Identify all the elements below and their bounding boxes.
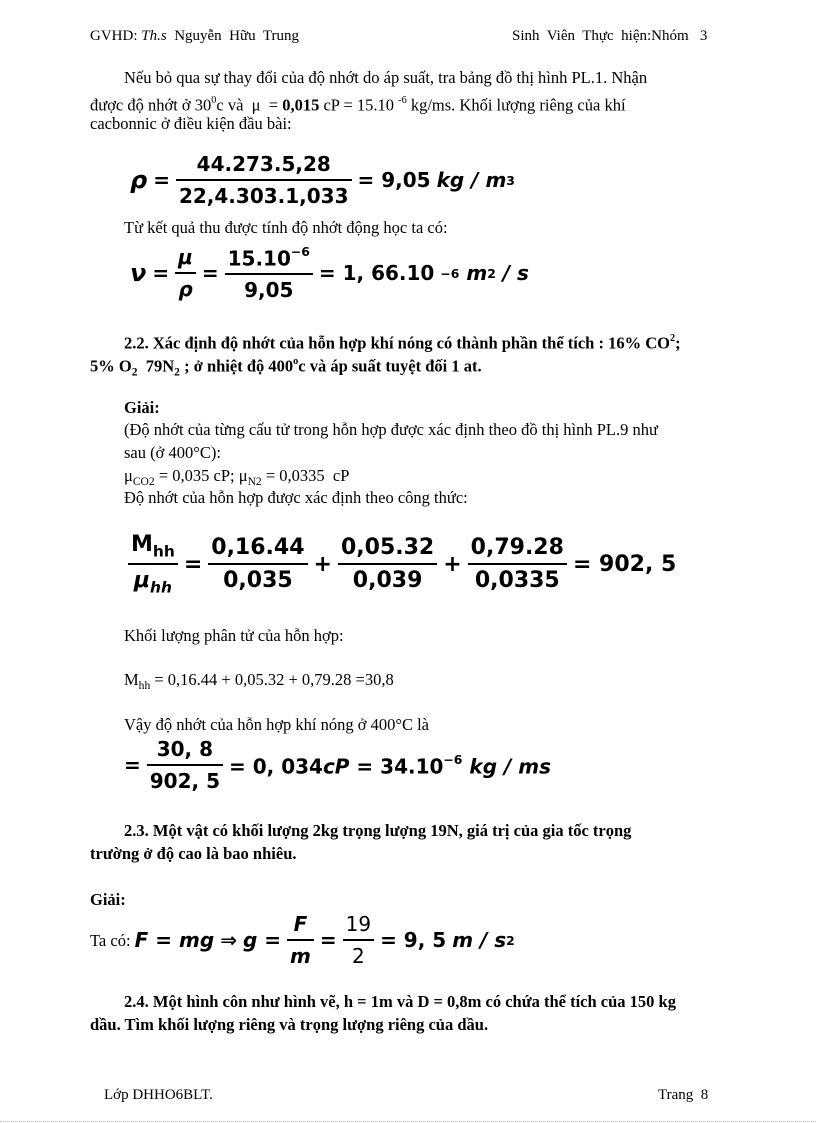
equation-density — [130, 152, 515, 208]
header-right: Sinh Viên Thực hiện:Nhóm 3 — [512, 28, 708, 44]
sol1-label: Giải: — [124, 398, 160, 417]
sol2-formula — [135, 912, 515, 968]
sol1-line2: sau (ở 400°C): — [124, 443, 221, 462]
eq3-term-2 — [338, 535, 437, 593]
eq2-f2-num — [225, 244, 313, 275]
eq2-unit: m — [466, 261, 488, 286]
eq3-lhs-den — [128, 565, 178, 596]
eq2-result: = 1, 66.10 — [318, 261, 435, 286]
eq2-unit-exp: 2 — [487, 265, 496, 281]
p4: Vậy độ nhớt của hỗn hợp khí nóng ở 400°C là — [124, 715, 429, 734]
eq5-num: 30, 8 — [147, 737, 223, 766]
s22-n2: 79N — [137, 356, 175, 376]
implies-icon: ⇒ — [220, 928, 237, 952]
sol2-prefix: Ta có: — [90, 930, 135, 950]
s23-line2: trường ở độ cao là bao nhiêu. — [90, 844, 297, 863]
eq2-result-exp: −6 — [440, 265, 460, 281]
mu-n2-symbol: μ — [238, 466, 248, 485]
equation-gravity — [90, 912, 515, 968]
header-prefix: GVHD: — [90, 28, 142, 44]
eq4-rest: = 0,16.44 + 0,05.32 + 0,79.28 =30,8 — [150, 670, 394, 689]
eq3-equals: = — [183, 551, 203, 577]
mu-co2-sub: CO2 — [132, 476, 155, 489]
mu-n2-sub: N2 — [247, 476, 262, 489]
footer-page: Trang 8 — [658, 1087, 709, 1103]
eq3-term-1 — [208, 535, 307, 593]
page-bottom-divider — [0, 1121, 816, 1122]
eq2-f2-num-base: 15.10 — [227, 246, 291, 271]
s22-temp: ; ở nhiệt độ 400 — [179, 356, 294, 376]
eq1-unit-exp: 3 — [506, 172, 515, 188]
sol2-f2-num: 19 — [343, 912, 374, 941]
eq3-lhs-num — [128, 532, 178, 565]
eq2-equals-2: = — [201, 261, 219, 286]
eq5-unit: kg / ms — [469, 754, 551, 779]
s22-end: ; — [675, 333, 681, 353]
sol2-unit: m / s — [452, 928, 507, 952]
eq5-rhs-b: = 34.10 — [349, 754, 444, 779]
rho-symbol: ρ — [130, 166, 148, 194]
eq2-fraction-2 — [225, 244, 313, 302]
eq1-denominator: 22,4.303.1,033 — [178, 184, 349, 208]
eq5-fraction — [147, 737, 223, 793]
p1-text-e: kg/ms. Khối lượng riêng của khí — [406, 95, 626, 115]
sol2-f1-den: m — [290, 944, 311, 968]
sol2-label: Giải: — [90, 890, 126, 909]
s22-text: 2.2. Xác định độ nhớt của hỗn hợp khí nóng có thành phần thể tích : 16% CO — [124, 333, 670, 353]
eq5-cp: cP — [322, 754, 350, 779]
eq1-result: = 9,05 — [357, 168, 431, 192]
sol2-unit-exp: 2 — [506, 932, 515, 948]
s23-line1: 2.3. Một vật có khối lượng 2kg trọng lượng 19N, giá trị của gia tốc trọng — [124, 821, 632, 840]
eq5-equals: = — [124, 753, 141, 777]
eq3-t1-den: 0,035 — [223, 568, 293, 594]
footer-left: Lớp DHHO6BLT. — [104, 1087, 213, 1103]
eq3-m: M — [131, 532, 153, 557]
eq2-f1-den: ρ — [178, 277, 193, 302]
p1-line3: cacbonnic ở điều kiện đầu bài: — [90, 114, 292, 133]
eq5-den: 902, 5 — [149, 769, 220, 793]
eq2-f2-num-exp: −6 — [290, 244, 310, 259]
nu-symbol: ν — [130, 259, 147, 288]
p1-line1: Nếu bỏ qua sự thay đổi của độ nhớt do áp suất, tra bảng đồ thị hình PL.1. Nhận — [124, 68, 648, 87]
eq4-m: M — [124, 670, 139, 689]
s24-line1: 2.4. Một hình côn như hình vẽ, h = 1m và D = 0,8m có chứa thể tích của 150 kg — [124, 992, 676, 1011]
equation-mixture-viscosity — [124, 737, 557, 793]
eq3-term-3 — [468, 535, 567, 593]
eq3-m-sub: hh — [152, 542, 175, 561]
eq5-rhs-a: = 0, 034 — [229, 754, 323, 779]
eq2-f1-num: μ — [175, 245, 196, 274]
p1-text-c: = — [260, 95, 283, 115]
sol2-f-mg: F = mg — [134, 928, 215, 952]
equation-kinematic-viscosity — [130, 244, 529, 302]
s22-sup: 2 — [669, 333, 676, 344]
p1-text-b: c và — [216, 95, 252, 115]
sol2-f2-den: 2 — [351, 944, 365, 968]
eq3-lhs-fraction — [128, 532, 178, 597]
eq3-t3-den: 0,0335 — [474, 568, 560, 594]
eq3-mu-sub: hh — [150, 578, 172, 597]
mu-symbol: μ — [251, 95, 261, 115]
eq3-t2-den: 0,039 — [352, 568, 423, 594]
eq2-equals: = — [152, 261, 170, 286]
eq3-t3-num: 0,79.28 — [468, 535, 567, 565]
eq3-plus-1: + — [313, 551, 332, 577]
p1-exp: -6 — [398, 95, 407, 106]
eq4-m-sub: hh — [138, 680, 151, 693]
mu-n2-value: = 0,0335 cP — [261, 466, 350, 485]
eq5-rhs — [223, 752, 557, 778]
sol2-f1-num: F — [287, 912, 314, 941]
s22-sub1: 2 — [131, 366, 138, 379]
s22-tail: c và áp suất tuyệt đối 1 at. — [298, 356, 482, 376]
mu-co2-value: = 0,035 cP; — [154, 466, 239, 485]
sol2-result: = 9, 5 — [380, 928, 447, 952]
sol2-equals: = — [319, 928, 337, 952]
s22-deg: o — [293, 356, 299, 367]
eq1-equals: = — [153, 168, 170, 192]
header-title: Th.s — [141, 28, 167, 44]
eq1-fraction — [176, 152, 352, 208]
eq1-unit: kg / m — [436, 168, 507, 192]
p1-text-d: cP = 15.10 — [319, 95, 399, 115]
eq3-t2-num: 0,05.32 — [338, 535, 437, 565]
header-name: Nguyễn Hữu Trung — [166, 28, 299, 44]
eq5-exp: −6 — [443, 751, 463, 767]
s24-line2: dầu. Tìm khối lượng riêng và trọng lượng riêng của dầu. — [90, 1015, 489, 1034]
sol2-fraction-1 — [287, 912, 314, 968]
header-left — [90, 28, 299, 45]
sol2-fraction-2 — [343, 912, 374, 968]
equation-molar-mass — [124, 668, 394, 698]
p1-bold-value: 0,015 — [282, 95, 320, 115]
p2: Từ kết quả thu được tính độ nhớt động học ta có: — [124, 218, 448, 237]
eq3-mu: μ — [133, 568, 151, 594]
sol1-line4: Độ nhớt của hỗn hợp được xác định theo công thức: — [124, 488, 468, 507]
sol2-g: g = — [242, 928, 281, 952]
eq2-unit-tail: / s — [495, 261, 529, 286]
eq1-numerator: 44.273.5,28 — [176, 152, 352, 181]
eq2-f2-den: 9,05 — [244, 278, 294, 303]
equation-mixture — [128, 532, 682, 597]
eq3-result: = 902, 5 — [572, 551, 677, 577]
p1-sup: 0 — [211, 95, 217, 106]
eq2-fraction-1 — [175, 245, 196, 301]
p1-text-a: được độ nhớt ở 30 — [90, 95, 212, 115]
eq3-plus-2: + — [443, 551, 462, 577]
s22-sub2: 2 — [174, 366, 180, 379]
s22-o2: 5% O — [90, 356, 132, 376]
s22-line2 — [90, 350, 482, 385]
sol1-line1: (Độ nhớt của từng cấu tử trong hỗn hợp được xác định theo đồ thị hình PL.9 như — [124, 420, 658, 439]
eq3-t1-num: 0,16.44 — [208, 535, 307, 565]
mu-co2-symbol: μ — [124, 466, 133, 485]
p3: Khối lượng phân tử của hỗn hợp: — [124, 626, 344, 645]
